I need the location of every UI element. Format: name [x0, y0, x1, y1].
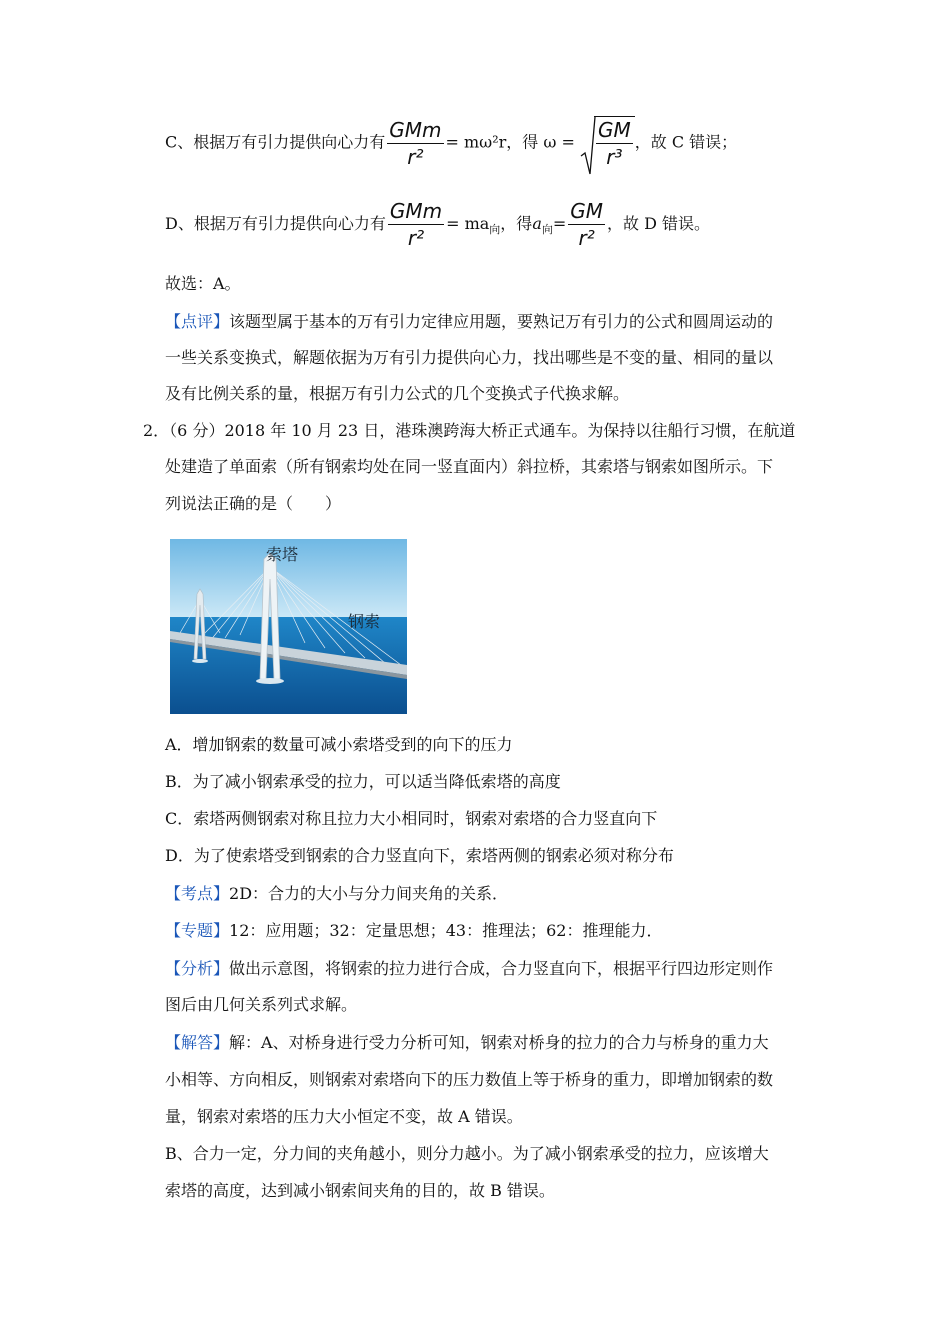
option-a: A．增加钢索的数量可减小索塔受到的向下的压力: [165, 735, 513, 754]
fenxi-line-2: 图后由几何关系列式求解。: [165, 995, 358, 1014]
fraction: [388, 198, 444, 251]
question-2-line-2: 处建造了单面索（所有钢索均处在同一竖直面内）斜拉桥，其索塔与钢索如图所示。下: [165, 457, 774, 476]
subscript: 向: [489, 223, 501, 237]
review-line-2: 一些关系变换式，解题依据为万有引力提供向心力，找出哪些是不变的量、相同的量以: [165, 348, 774, 367]
fraction-numerator: GM: [570, 199, 604, 223]
tower-label: 索塔: [266, 545, 299, 564]
option-c: C．索塔两侧钢索对称且拉力大小相同时，钢索对索塔的合力竖直向下: [165, 809, 658, 828]
jieda-line-5: 索塔的高度，达到减小钢索间夹角的目的，故 B 错误。: [165, 1181, 555, 1200]
fraction-denominator: r²: [407, 144, 424, 169]
cable-label: 钢索: [348, 612, 381, 631]
fraction-denominator: r²: [407, 226, 425, 250]
jieda-line-4: B、合力一定，分力间的夹角越小，则分力越小。为了减小钢索承受的拉力，应该增大: [165, 1144, 769, 1163]
fraction-numerator: GM: [598, 118, 631, 142]
line-d-text: D、根据万有引力提供向心力有: [165, 214, 386, 233]
zhuanti-tag: 【专题】: [165, 921, 230, 940]
jieda-line-3: 量，钢索对索塔的压力大小恒定不变，故 A 错误。: [165, 1107, 523, 1126]
answer-line: 故选：A。: [165, 274, 241, 293]
fraction: [387, 117, 443, 170]
option-d: D．为了使索塔受到钢索的合力竖直向下，索塔两侧的钢索必须对称分布: [165, 846, 674, 865]
radical-sign-icon: [580, 116, 596, 176]
question-2-line-1: 2．（6 分）2018 年 10 月 23 日，港珠澳跨海大桥正式通车。为保持以往船行习惯，在航道: [143, 421, 796, 440]
zhuanti-text: 12：应用题；32：定量思想；43：推理法；62：推理能力．: [229, 921, 663, 940]
review-text: 该题型属于基本的万有引力定律应用题，要熟记万有引力的公式和圆周运动的: [229, 312, 774, 331]
solution-line-c: [165, 116, 737, 170]
fenxi-text: 做出示意图，将钢索的拉力进行合成，合力竖直向下，根据平行四边形定则作: [229, 959, 774, 978]
jieda-line-1: [165, 1032, 769, 1054]
kaodian-tag: 【考点】: [165, 884, 230, 903]
line-d-post: ，故 D 错误。: [607, 214, 711, 233]
jieda-text: 解：A、对桥身进行受力分析可知，钢索对桥身的拉力的合力与桥身的重力大: [229, 1033, 769, 1052]
line-d-mid: = ma: [446, 214, 490, 233]
question-2-line-3: 列说法正确的是（ ）: [165, 494, 342, 513]
fraction: [568, 198, 605, 251]
variable-a: a: [532, 214, 542, 233]
bridge-photo: [170, 539, 407, 714]
fraction-denominator: r²: [578, 226, 595, 250]
review-line-1: [165, 311, 773, 333]
line-c-post: ，故 C 错误；: [634, 132, 738, 152]
square-root: [580, 116, 635, 170]
kaodian-line: [165, 883, 508, 905]
solution-line-d: [165, 198, 710, 251]
equals: =: [552, 214, 567, 233]
zhuanti-line: [165, 920, 662, 942]
fraction-denominator: r³: [606, 145, 623, 169]
line-c-mid: = mω²r，得 ω =: [445, 132, 575, 152]
line-c-text: C、根据万有引力提供向心力有: [165, 132, 386, 152]
fenxi-line-1: [165, 958, 773, 980]
option-b: B．为了减小钢索承受的拉力，可以适当降低索塔的高度: [165, 772, 561, 791]
fraction-numerator: GMm: [389, 199, 443, 223]
fraction-numerator: GMm: [389, 117, 442, 142]
review-tag: 【点评】: [165, 312, 230, 331]
review-line-3: 及有比例关系的量，根据万有引力公式的几个变换式子代换求解。: [165, 384, 630, 403]
jieda-line-2: 小相等、方向相反，则钢索对索塔向下的压力数值上等于桥身的重力，即增加钢索的数: [165, 1070, 774, 1089]
jieda-tag: 【解答】: [165, 1033, 230, 1052]
subscript: 向: [541, 223, 553, 237]
kaodian-text: 2D：合力的大小与分力间夹角的关系．: [229, 884, 509, 903]
fenxi-tag: 【分析】: [165, 959, 230, 978]
line-d-mid2: ，得: [500, 214, 533, 233]
